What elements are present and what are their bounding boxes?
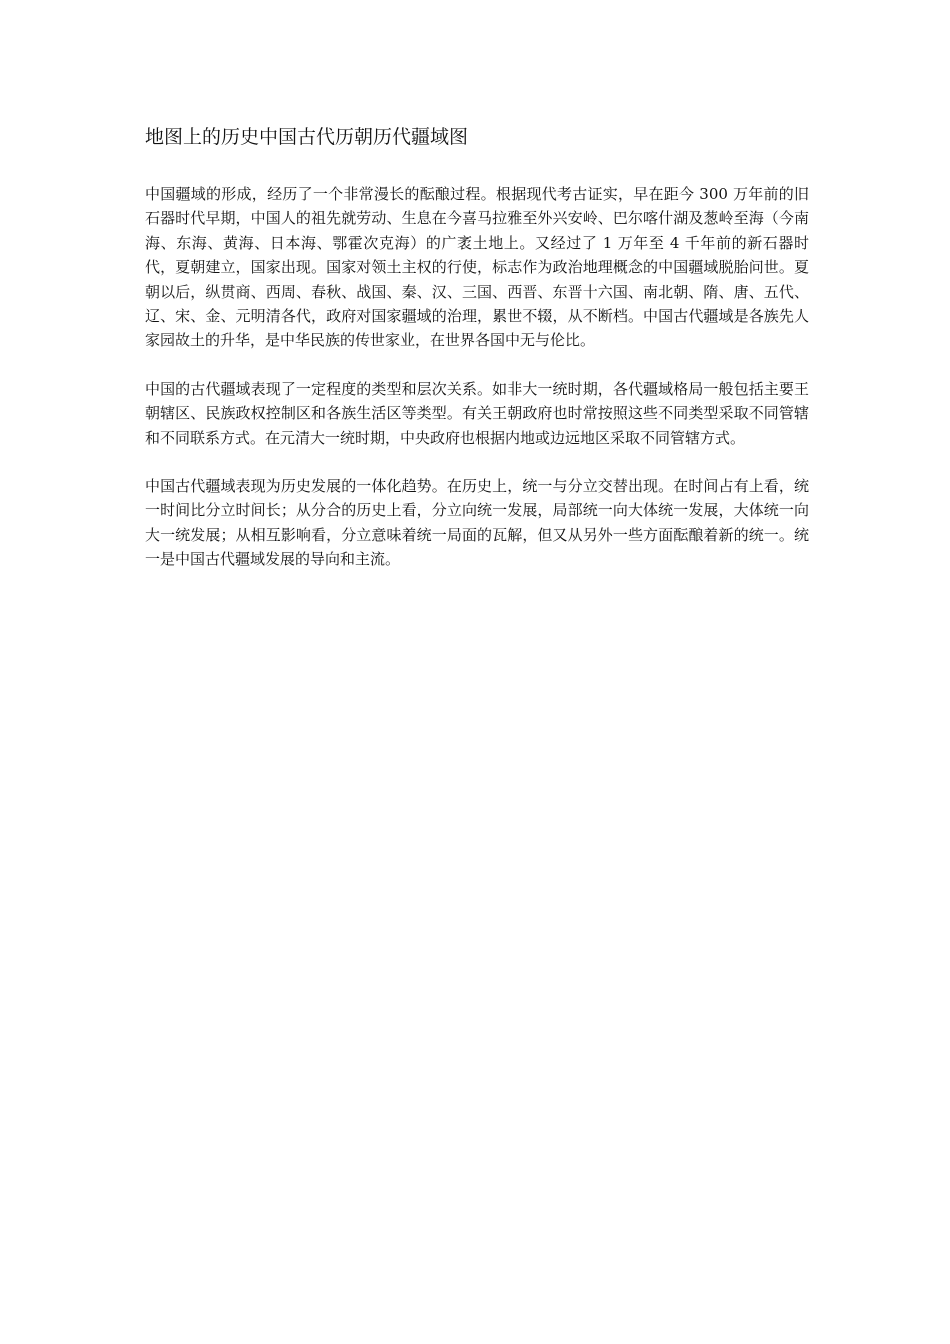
document-body [145,182,809,572]
paragraph-types: 中国的古代疆域表现了一定程度的类型和层次关系。如非大一统时期，各代疆域格局一般包括主要王朝辖区、民族政权控制区和各族生活区等类型。有关王朝政府也时常按照这些不同类型采取不同管辖和不同联系方式。在元清大一统时期，中央政府也根据内地或边远地区采取不同管辖方式。 [145,379,809,447]
document-page [145,120,809,596]
paragraph-formation: 中国疆域的形成，经历了一个非常漫长的酝酿过程。根据现代考古证实，早在距今 300 万年前的旧石器时代早期，中国人的祖先就劳动、生息在今喜马拉雅至外兴安岭、巴尔喀什湖及葱岭至海（今南海、东海、黄海、日本海、鄂霍次克海）的广袤土地上。又经过了 1 万年至 4 千年前的新石器时代，夏朝建立，国家出现。国家对领土主权的行使，标志作为政治地理概念的中国疆域脱胎问世。夏朝以后，纵贯商、西周、春秋、战国、秦、汉、三国、西晋、东晋十六国、南北朝、隋、唐、五代、辽、宋、金、元明清各代，政府对国家疆域的治理，累世不辍，从不断档。中国古代疆域是各族先人家园故土的升华，是中华民族的传世家业，在世界各国中无与伦比。 [145,185,809,350]
paragraph-unification: 中国古代疆域表现为历史发展的一体化趋势。在历史上，统一与分立交替出现。在时间占有上看，统一时间比分立时间长；从分合的历史上看，分立向统一发展，局部统一向大体统一发展，大体统一向大一统发展；从相互影响看，分立意味着统一局面的瓦解，但又从另外一些方面酝酿着新的统一。统一是中国古代疆域发展的导向和主流。 [145,477,809,569]
document-title: 地图上的历史中国古代历朝历代疆域图 [145,126,469,148]
